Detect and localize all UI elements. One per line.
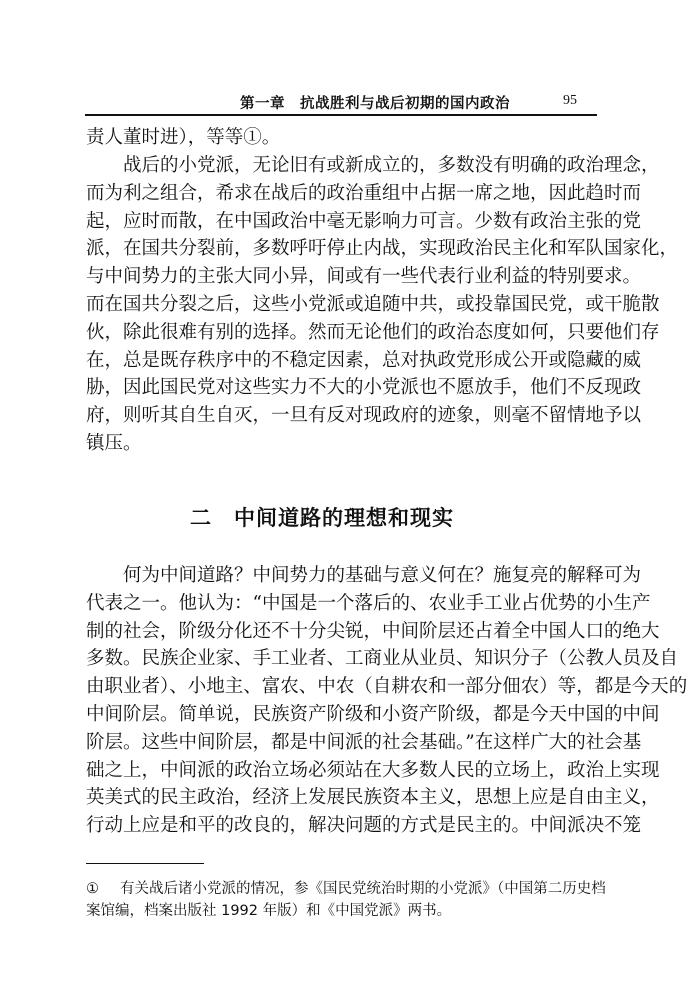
text-line: 英美式的民主政治，经济上发展民族资本主义，思想上应是自由主义， — [86, 787, 660, 809]
text-line: 阶层。这些中间阶层，都是中间派的社会基础。”在这样广大的社会基 — [86, 731, 642, 753]
text-line: 伙，除此很难有别的选择。然而无论他们的政治态度如何，只要他们存 — [86, 321, 660, 343]
text-line: 与中间势力的主张大同小异，间或有一些代表行业利益的特别要求。 — [86, 266, 642, 288]
text-line: 派，在国共分裂前，多数呼吁停止内战，实现政治民主化和军队国家化， — [86, 238, 679, 260]
text-line: 由职业者）、小地主、富农、中农（自耕农和一部分佃农）等，都是今天的 — [86, 676, 687, 698]
footnote-marker: ① — [86, 881, 99, 897]
paragraph-middle-road — [86, 562, 687, 840]
text-line: 在，总是既存秩序中的不稳定因素，总对执政党形成公开或隐藏的威 — [86, 349, 642, 371]
text-line: 代表之一。他认为：“中国是一个落后的、农业手工业占优势的小生产 — [86, 592, 651, 614]
paragraph-small-parties — [86, 152, 679, 458]
continued-paragraph — [86, 124, 598, 152]
text-line: 制的社会，阶级分化还不十分尖锐，中间阶层还占着全中国人口的绝大 — [86, 620, 660, 642]
text-line: 何为中间道路？中间势力的基础与意义何在？施复亮的解释可为 — [123, 565, 642, 586]
page-number: 95 — [563, 93, 577, 108]
running-header — [85, 88, 597, 116]
text-line: 而在国共分裂之后，这些小党派或追随中共，或投靠国民党，或干脆散 — [86, 293, 660, 315]
section-heading: 二 中间道路的理想和现实 — [190, 506, 454, 530]
text-line: 多数。民族企业家、手工业者、工商业从业员、知识分子（公教人员及自 — [86, 648, 679, 670]
text-line: 府，则听其自生自灭，一旦有反对现政府的迹象，则毫不留情地予以 — [86, 405, 642, 427]
text-line: 镇压。 — [86, 432, 142, 454]
text-line: 中间阶层。简单说，民族资产阶级和小资产阶级，都是今天中国的中间 — [86, 703, 660, 725]
footnote — [86, 878, 606, 922]
text-line: 础之上，中间派的政治立场必须站在大多数人民的立场上，政治上实现 — [86, 759, 660, 781]
text-line: 而为利之组合，希求在战后的政治重组中占据一席之地，因此趋时而 — [86, 182, 642, 204]
text-line: 战后的小党派，无论旧有或新成立的，多数没有明确的政治理念， — [123, 155, 660, 176]
text-line: 胁，因此国民党对这些实力不大的小党派也不愿放手，他们不反现政 — [86, 377, 642, 399]
chapter-title: 第一章 抗战胜利与战后初期的国内政治 — [240, 96, 510, 112]
footnote-line: 有关战后诸小党派的情况，参《国民党统治时期的小党派》（中国第二历史档 — [120, 881, 606, 897]
text-line: 责人董时进），等等①。 — [86, 127, 281, 148]
footnote-divider — [86, 863, 204, 864]
text-line: 行动上应是和平的改良的，解决问题的方式是民主的。中间派决不笼 — [86, 815, 642, 837]
text-line: 起，应时而散，在中国政治中毫无影响力可言。少数有政治主张的党 — [86, 210, 642, 232]
footnote-line: 案馆编，档案出版社 1992 年版）和《中国党派》两书。 — [86, 903, 452, 919]
